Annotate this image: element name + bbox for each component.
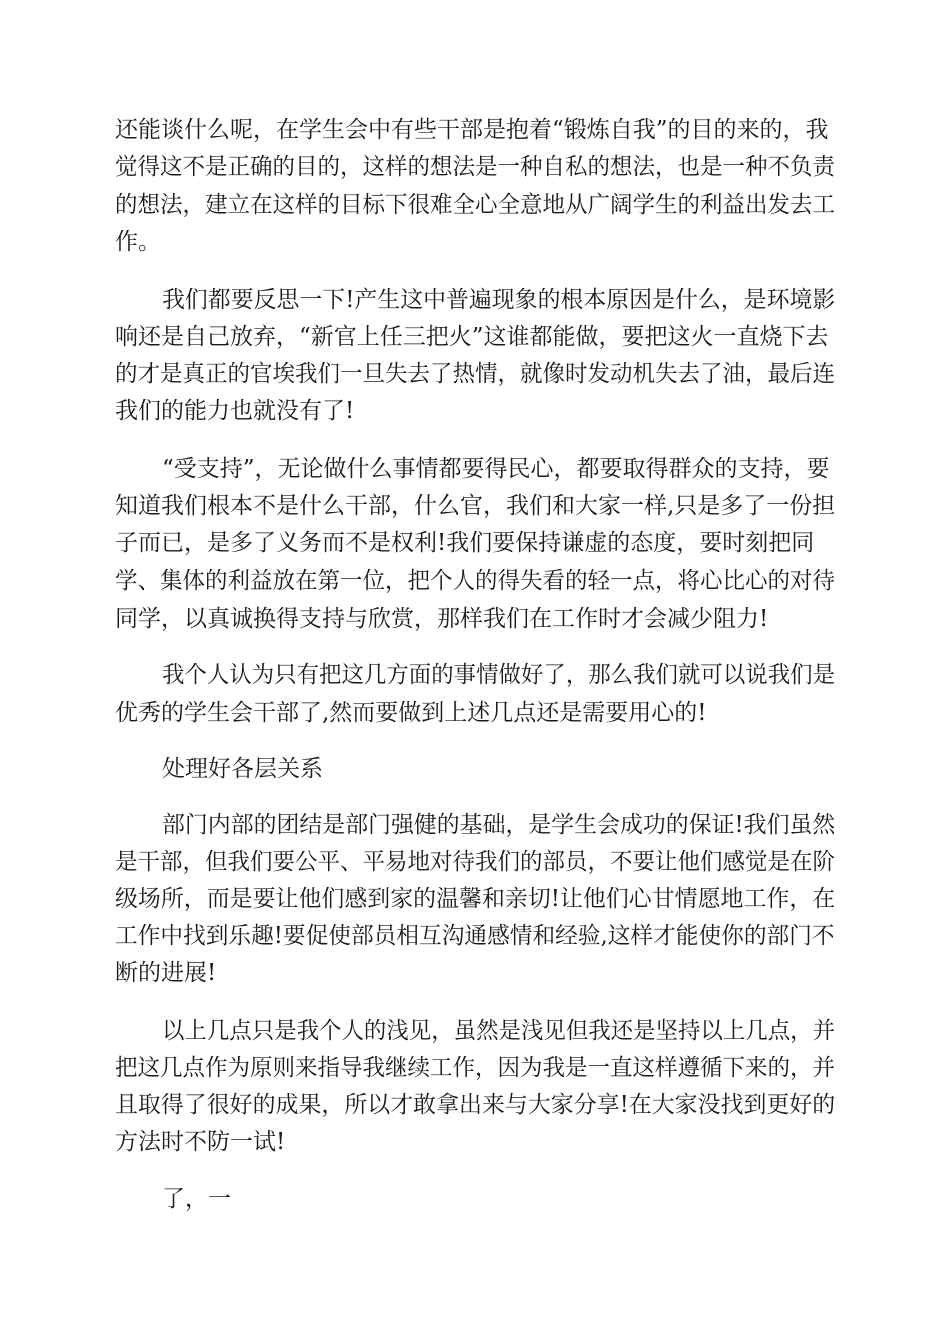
text-line: 的想法，建立在这样的目标下很难全心全意地从广阔学生的利益出发去工 (115, 192, 836, 218)
section-heading: 处理好各层关系 (162, 756, 323, 782)
text-line: 优秀的学生会干部了,然而要做到上述几点还是需要用心的! (115, 700, 707, 726)
text-line: 知道我们根本不是什么干部，什么官，我们和大家一样,只是多了一份担 (115, 493, 836, 519)
text-line: 子而已，是多了义务而不是权利!我们要保持谦虚的态度，要时刻把同 (115, 530, 815, 556)
text-line: 学、集体的利益放在第一位，把个人的得失看的轻一点，将心比心的对待 (115, 568, 836, 594)
text-line: 同学，以真诚换得支持与欣赏，那样我们在工作时才会减少阻力! (115, 606, 769, 632)
text-line: 我们都要反思一下!产生这中普遍现象的根本原因是什么，是环境影 (162, 287, 836, 313)
text-line: 把这几点作为原则来指导我继续工作，因为我是一直这样遵循下来的，并 (115, 1055, 836, 1081)
text-line: 级场所，而是要让他们感到家的温馨和亲切!让他们心甘情愿地工作，在 (115, 886, 836, 912)
text-line: 响还是自己放弃，“新官上任三把火”这谁都能做，要把这火一直烧下去 (115, 324, 829, 350)
text-line: 部门内部的团结是部门强健的基础，是学生会成功的保证!我们虽然 (162, 812, 836, 838)
text-line: 且取得了很好的成果，所以才敢拿出来与大家分享!在大家没找到更好的 (115, 1092, 836, 1118)
text-line: 以上几点只是我个人的浅见，虽然是浅见但我还是坚持以上几点，并 (162, 1018, 836, 1044)
text-line: 了，一 (162, 1186, 231, 1212)
text-line: 断的进展! (115, 960, 217, 986)
text-line: 方法时不防一试! (115, 1129, 286, 1155)
text-line: 工作中找到乐趣!要促使部员相互沟通感情和经验,这样才能使你的部门不 (115, 923, 835, 949)
text-line: “受支持”，无论做什么事情都要得民心，都要取得群众的支持，要 (162, 456, 830, 482)
text-line: 是干部，但我们要公平、平易地对待我们的部员，不要让他们感觉是在阶 (115, 849, 836, 875)
text-line: 的才是真正的官埃我们一旦失去了热情，就像时发动机失去了油，最后连 (115, 361, 836, 387)
text-line: 我个人认为只有把这几方面的事情做好了，那么我们就可以说我们是 (162, 662, 836, 688)
text-line: 觉得这不是正确的目的，这样的想法是一种自私的想法，也是一种不负责 (115, 154, 836, 180)
text-line: 我们的能力也就没有了! (115, 398, 355, 424)
text-line: 作。 (115, 229, 161, 255)
text-line: 还能谈什么呢，在学生会中有些干部是抱着“锻炼自我”的目的来的，我 (115, 117, 829, 143)
